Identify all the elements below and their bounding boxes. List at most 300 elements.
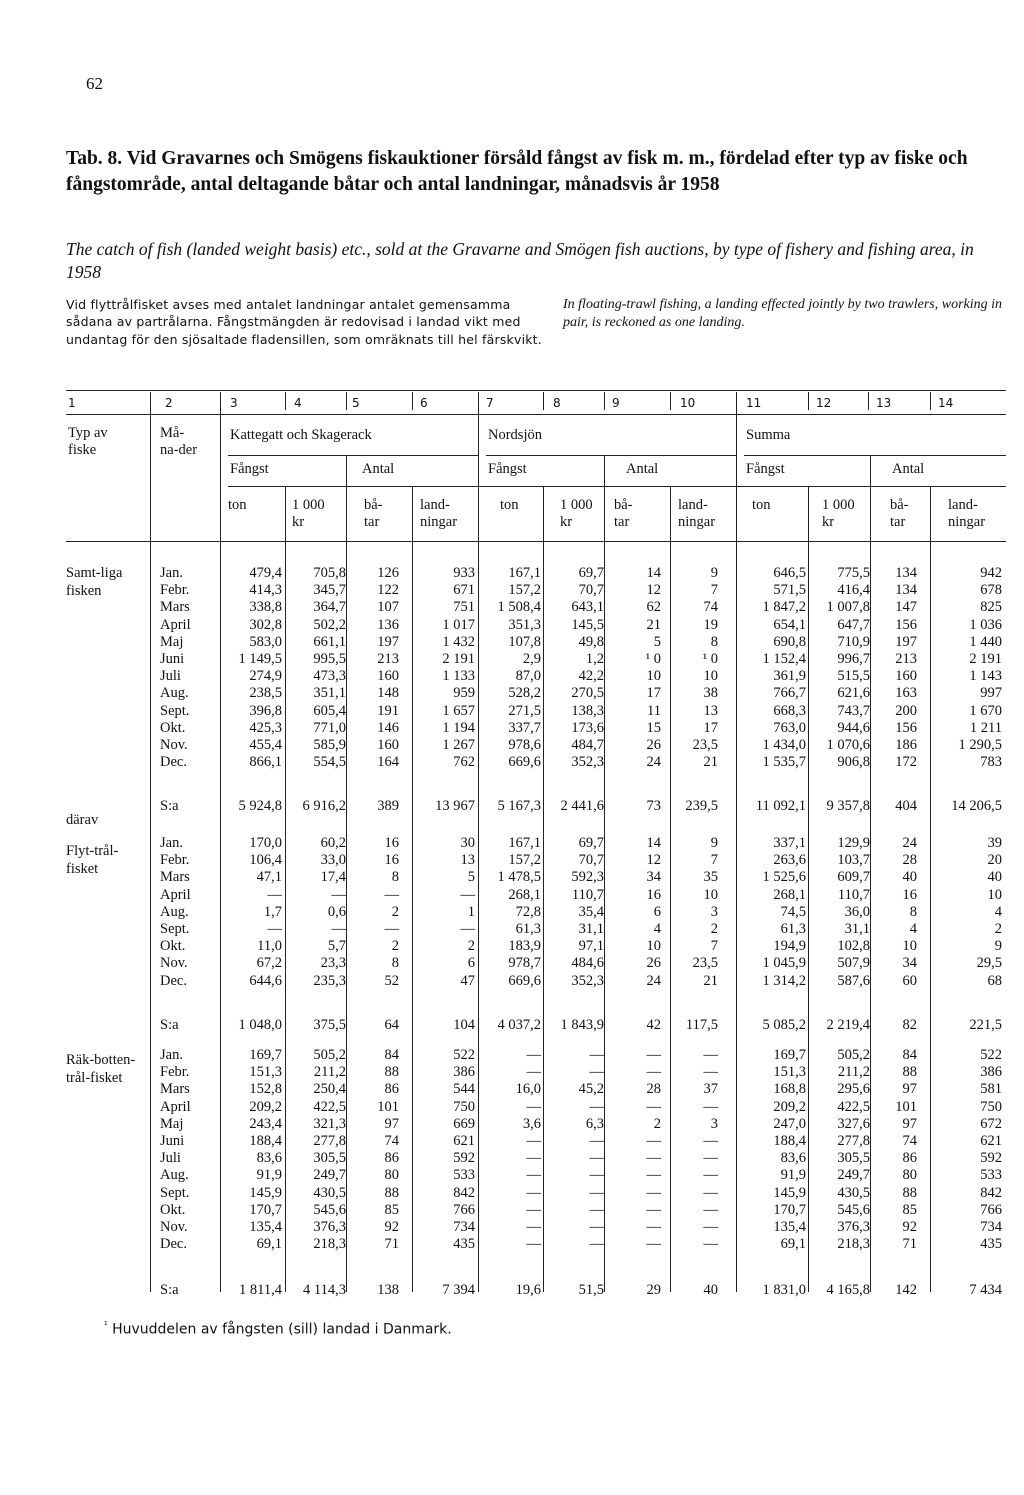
value-cell: 1 070,6 — [826, 737, 870, 753]
value-cell: 243,4 — [249, 1115, 282, 1132]
value-cell: 10 — [703, 668, 718, 685]
value-cell: 42,2 — [578, 668, 604, 685]
value-cell: 479,4 — [249, 565, 282, 581]
value-cell: 515,5 — [837, 668, 870, 685]
value-cell: 156 — [895, 616, 917, 633]
value-cell: 239,5 — [685, 798, 718, 814]
table-row — [0, 703, 1024, 720]
value-cell: 69,7 — [578, 835, 604, 851]
value-cell: — — [526, 1236, 541, 1253]
note-swedish: Vid flyttrålfisket avses med antalet landningar antalet gemensamma sådana av partrålarna. Fångstmängden är redovisad i landad vikt med undantag för den sjösaltade fladensillen, som omräknats till hel färskvikt. — [66, 297, 542, 347]
header-catch: Fångst — [230, 461, 269, 477]
value-cell: 170,7 — [773, 1201, 806, 1218]
header-boats: bå- tar — [890, 497, 909, 530]
month-cell: Okt. — [160, 719, 186, 736]
value-cell: — — [589, 1219, 604, 1235]
table-row — [0, 582, 1024, 599]
value-cell: 191 — [377, 702, 399, 719]
value-cell: — — [526, 1184, 541, 1201]
value-cell: 247,0 — [773, 1115, 806, 1132]
value-cell: 396,8 — [249, 702, 282, 719]
value-cell: 23,3 — [320, 955, 346, 972]
header-ton: ton — [752, 497, 771, 513]
value-cell: 24 — [902, 835, 917, 851]
value-cell: 1 — [467, 903, 475, 920]
value-cell: 783 — [980, 754, 1002, 771]
month-cell: Jan. — [160, 1047, 183, 1063]
value-cell: 13 — [460, 852, 475, 869]
value-cell: 138,3 — [571, 702, 604, 719]
table-row — [0, 599, 1024, 616]
value-cell: 21 — [703, 972, 718, 989]
value-cell: 31,1 — [844, 921, 870, 937]
value-cell: 277,8 — [313, 1133, 346, 1149]
value-cell: 6 916,2 — [302, 798, 346, 814]
fishery-type-label: Flyt-​trål-​fisket — [66, 843, 119, 877]
header-catch: Fångst — [488, 461, 527, 477]
table-row — [0, 852, 1024, 869]
value-cell: 146 — [377, 719, 399, 736]
value-cell: 9 — [710, 835, 718, 851]
value-cell: 145,9 — [249, 1184, 282, 1201]
value-cell: 17 — [646, 685, 661, 702]
value-cell: 151,3 — [249, 1064, 282, 1081]
value-cell: 194,9 — [773, 938, 806, 955]
value-cell: 8 — [710, 633, 718, 650]
value-cell: 24 — [646, 754, 661, 771]
table-row — [0, 955, 1024, 972]
value-cell: 933 — [453, 565, 475, 581]
value-cell: 705,8 — [313, 565, 346, 581]
table-row — [0, 1150, 1024, 1167]
value-cell: 83,6 — [256, 1150, 282, 1167]
value-cell: — — [526, 1064, 541, 1081]
value-cell: 8 — [391, 955, 399, 972]
value-cell: — — [526, 1098, 541, 1115]
value-cell: 389 — [377, 798, 399, 814]
value-cell: — — [646, 1167, 661, 1184]
table-row — [0, 617, 1024, 634]
value-cell: 85 — [902, 1201, 917, 1218]
value-cell: 84 — [902, 1047, 917, 1063]
value-cell: 151,3 — [773, 1064, 806, 1081]
month-cell: Febr. — [160, 1064, 190, 1081]
value-cell: 376,3 — [837, 1219, 870, 1235]
value-cell: 74 — [902, 1133, 917, 1149]
value-cell: 978,7 — [508, 955, 541, 972]
value-cell: 1 194 — [442, 719, 475, 736]
value-cell: 268,1 — [508, 886, 541, 903]
note-english: In floating-trawl fishing, a landing effected jointly by two trawlers, working in pair, is reckoned as one landing. — [563, 297, 1003, 330]
value-cell: — — [331, 886, 346, 903]
header-count: Antal — [892, 461, 925, 477]
value-cell: — — [646, 1236, 661, 1253]
value-cell: 585,9 — [313, 737, 346, 753]
value-cell: 422,5 — [313, 1098, 346, 1115]
value-cell: 169,7 — [773, 1047, 806, 1063]
footnote-text: Huvuddelen av fångsten (sill) landad i Danmark. — [112, 1321, 452, 1338]
value-cell: 473,3 — [313, 668, 346, 685]
value-cell: 327,6 — [837, 1115, 870, 1132]
value-cell: 172 — [895, 754, 917, 771]
value-cell: 587,6 — [837, 972, 870, 989]
value-cell: 671 — [453, 582, 475, 599]
header-boats: bå- tar — [614, 497, 633, 530]
value-cell: 135,4 — [249, 1219, 282, 1235]
value-cell: 522 — [453, 1047, 475, 1063]
month-cell: April — [160, 886, 191, 903]
value-cell: 70,7 — [578, 852, 604, 869]
vertical-rule — [543, 392, 544, 410]
value-cell: 218,3 — [313, 1236, 346, 1253]
value-cell: 4 114,3 — [303, 1282, 346, 1298]
value-cell: 26 — [646, 737, 661, 753]
value-cell: 4 — [653, 921, 661, 937]
value-cell: 129,9 — [837, 835, 870, 851]
value-cell: 70,7 — [578, 582, 604, 599]
value-cell: 1 267 — [442, 737, 475, 753]
header-area-nordsjon: Nordsjön — [488, 427, 542, 443]
value-cell: 16 — [384, 835, 399, 851]
value-cell: 218,3 — [837, 1236, 870, 1253]
value-cell: — — [526, 1201, 541, 1218]
value-cell: 9 357,8 — [826, 798, 870, 814]
value-cell: 197 — [377, 633, 399, 650]
value-cell: 1 440 — [969, 633, 1002, 650]
value-cell: 167,1 — [508, 835, 541, 851]
value-cell: 24 — [646, 972, 661, 989]
value-cell: 60,2 — [320, 835, 346, 851]
column-number: 13 — [876, 396, 892, 410]
value-cell: 145,9 — [773, 1184, 806, 1201]
column-number: 3 — [230, 396, 238, 410]
table-row — [0, 754, 1024, 771]
value-cell: 654,1 — [773, 616, 806, 633]
value-cell: 592 — [980, 1150, 1002, 1167]
value-cell: 35 — [703, 869, 718, 886]
table-subtitle-english: The catch of fish (landed weight basis) etc., sold at the Gravarne and Smögen fish auctions, by type of fishery and fishing area, in 1958 — [66, 239, 974, 282]
value-cell: 103,7 — [837, 852, 870, 869]
value-cell: 763,0 — [773, 719, 806, 736]
value-cell: 6,3 — [585, 1115, 604, 1132]
value-cell: 4 165,8 — [826, 1282, 870, 1298]
value-cell: 101 — [377, 1098, 399, 1115]
value-cell: 164 — [377, 754, 399, 771]
value-cell: 751 — [453, 599, 475, 616]
value-cell: 4 — [909, 921, 917, 937]
month-cell: Mars — [160, 599, 190, 616]
vertical-rule — [412, 392, 413, 410]
value-cell: 7 — [710, 938, 718, 955]
value-cell: 91,9 — [256, 1167, 282, 1184]
value-cell: 86 — [384, 1081, 399, 1098]
value-cell: 7 394 — [442, 1282, 475, 1298]
value-cell: 82 — [902, 1017, 917, 1033]
value-cell: 1,7 — [263, 903, 282, 920]
value-cell: 19,6 — [515, 1282, 541, 1298]
value-cell: 1 290,5 — [958, 737, 1002, 753]
value-cell: 183,9 — [508, 938, 541, 955]
value-cell: 571,5 — [773, 582, 806, 599]
value-cell: 2 — [653, 1115, 661, 1132]
value-cell: 35,4 — [578, 903, 604, 920]
value-cell: 160 — [895, 668, 917, 685]
column-number: 5 — [352, 396, 360, 410]
value-cell: 337,1 — [773, 835, 806, 851]
value-cell: 1 432 — [442, 633, 475, 650]
value-cell: 69,1 — [780, 1236, 806, 1253]
month-cell: Dec. — [160, 972, 187, 989]
value-cell: 168,8 — [773, 1081, 806, 1098]
value-cell: 414,3 — [249, 582, 282, 599]
value-cell: 88 — [902, 1184, 917, 1201]
value-cell: 305,5 — [837, 1150, 870, 1167]
value-cell: 581 — [980, 1081, 1002, 1098]
month-cell: Juli — [160, 668, 181, 685]
page-number: 62 — [86, 74, 103, 93]
value-cell: 842 — [980, 1184, 1002, 1201]
vertical-rule — [346, 392, 347, 410]
value-cell: 609,7 — [837, 869, 870, 886]
month-cell: Nov. — [160, 955, 188, 972]
value-cell: 135,4 — [773, 1219, 806, 1235]
value-cell: 83,6 — [780, 1150, 806, 1167]
value-cell: — — [589, 1236, 604, 1253]
value-cell: 250,4 — [313, 1081, 346, 1098]
value-cell: 750 — [980, 1098, 1002, 1115]
value-cell: 157,2 — [508, 582, 541, 599]
value-cell: 643,1 — [571, 599, 604, 616]
value-cell: 97 — [384, 1115, 399, 1132]
value-cell: 19 — [703, 616, 718, 633]
value-cell: 337,7 — [508, 719, 541, 736]
value-cell: 157,2 — [508, 852, 541, 869]
vertical-rule — [868, 392, 869, 410]
value-cell: 23,5 — [692, 737, 718, 753]
table-total-row — [0, 1017, 1024, 1034]
value-cell: 173,6 — [571, 719, 604, 736]
value-cell: 762 — [453, 754, 475, 771]
value-cell: 88 — [384, 1184, 399, 1201]
value-cell: 1 847,2 — [762, 599, 806, 616]
value-cell: — — [589, 1150, 604, 1167]
value-cell: 959 — [453, 685, 475, 702]
value-cell: 1 670 — [969, 702, 1002, 719]
value-cell: 268,1 — [773, 886, 806, 903]
value-cell: 375,5 — [313, 1017, 346, 1033]
month-cell: Nov. — [160, 1219, 188, 1235]
value-cell: 274,9 — [249, 668, 282, 685]
column-number: 2 — [165, 396, 173, 410]
value-cell: 15 — [646, 719, 661, 736]
month-cell: Sept. — [160, 921, 190, 937]
value-cell: 1 811,4 — [239, 1282, 282, 1298]
value-cell: 277,8 — [837, 1133, 870, 1149]
table-row — [0, 1202, 1024, 1219]
value-cell: — — [589, 1201, 604, 1218]
value-cell: 484,6 — [571, 955, 604, 972]
value-cell: 10 — [987, 886, 1002, 903]
value-cell: 302,8 — [249, 616, 282, 633]
value-cell: 52 — [384, 972, 399, 989]
value-cell: 351,3 — [508, 616, 541, 633]
value-cell: 9 — [710, 565, 718, 581]
value-cell: 92 — [902, 1219, 917, 1235]
value-cell: 97 — [902, 1115, 917, 1132]
value-cell: 134 — [895, 565, 917, 581]
value-cell: 28 — [902, 852, 917, 869]
column-number: 6 — [420, 396, 428, 410]
table-row — [0, 921, 1024, 938]
value-cell: 36,0 — [844, 903, 870, 920]
value-cell: 13 967 — [435, 798, 475, 814]
value-cell: 522 — [980, 1047, 1002, 1063]
value-cell: 404 — [895, 798, 917, 814]
value-cell: 771,0 — [313, 719, 346, 736]
value-cell: 51,5 — [578, 1282, 604, 1298]
value-cell: 134 — [895, 582, 917, 599]
value-cell: — — [589, 1184, 604, 1201]
value-cell: 5 924,8 — [238, 798, 282, 814]
month-cell: S:a — [160, 798, 179, 814]
value-cell: 295,6 — [837, 1081, 870, 1098]
value-cell: 545,6 — [837, 1201, 870, 1218]
value-cell: 86 — [902, 1150, 917, 1167]
value-cell: 209,2 — [773, 1098, 806, 1115]
month-cell: April — [160, 616, 191, 633]
value-cell: 2 — [391, 903, 399, 920]
value-cell: 91,9 — [780, 1167, 806, 1184]
value-cell: 361,9 — [773, 668, 806, 685]
table-row — [0, 651, 1024, 668]
month-cell: Juli — [160, 1150, 181, 1167]
value-cell: 86 — [384, 1150, 399, 1167]
value-cell: 1 508,4 — [497, 599, 541, 616]
value-cell: 644,6 — [249, 972, 282, 989]
value-cell: 74 — [703, 599, 718, 616]
value-cell: — — [460, 886, 475, 903]
vertical-rule — [670, 392, 671, 410]
value-cell: — — [331, 921, 346, 937]
value-cell: 97 — [902, 1081, 917, 1098]
value-cell: ¹ 0 — [645, 651, 661, 667]
value-cell: 5 — [467, 869, 475, 886]
value-cell: 775,5 — [837, 565, 870, 581]
month-cell: Juni — [160, 651, 185, 667]
value-cell: 621 — [980, 1133, 1002, 1149]
value-cell: 364,7 — [313, 599, 346, 616]
vertical-rule — [604, 392, 605, 410]
header-bottom-rule — [66, 541, 1006, 542]
value-cell: 213 — [895, 651, 917, 667]
value-cell: — — [646, 1098, 661, 1115]
value-cell: 148 — [377, 685, 399, 702]
value-cell: 67,2 — [256, 955, 282, 972]
value-cell: 2 — [391, 938, 399, 955]
value-cell: 734 — [453, 1219, 475, 1235]
value-cell: 3 — [710, 1115, 718, 1132]
value-cell: 386 — [980, 1064, 1002, 1081]
value-cell: 7 — [710, 852, 718, 869]
footnote-mark: ¹ — [104, 1321, 108, 1331]
value-cell: 1 007,8 — [826, 599, 870, 616]
value-cell: 28 — [646, 1081, 661, 1098]
value-cell: 16 — [646, 886, 661, 903]
value-cell: — — [589, 1167, 604, 1184]
header-rule-area2 — [486, 455, 736, 456]
value-cell: — — [703, 1219, 718, 1235]
value-cell: 29,5 — [976, 955, 1002, 972]
value-cell: 16 — [902, 886, 917, 903]
value-cell: 34 — [646, 869, 661, 886]
value-cell: 88 — [902, 1064, 917, 1081]
value-cell: 71 — [384, 1236, 399, 1253]
value-cell: — — [703, 1184, 718, 1201]
sub-section-label: därav — [66, 812, 99, 828]
value-cell: 1,2 — [585, 651, 604, 667]
value-cell: 8 — [909, 903, 917, 920]
value-cell: 592 — [453, 1150, 475, 1167]
month-cell: Sept. — [160, 702, 190, 719]
table-row — [0, 1081, 1024, 1098]
value-cell: 271,5 — [508, 702, 541, 719]
value-cell: 11 092,1 — [755, 798, 806, 814]
value-cell: 69,1 — [256, 1236, 282, 1253]
value-cell: 1 314,2 — [762, 972, 806, 989]
value-cell: 85 — [384, 1201, 399, 1218]
value-cell: 61,3 — [780, 921, 806, 937]
value-cell: 321,3 — [313, 1115, 346, 1132]
value-cell: 221,5 — [969, 1017, 1002, 1033]
value-cell: 505,2 — [837, 1047, 870, 1063]
value-cell: 80 — [384, 1167, 399, 1184]
value-cell: 47 — [460, 972, 475, 989]
month-cell: Aug. — [160, 685, 189, 702]
value-cell: 62 — [646, 599, 661, 616]
value-cell: 661,1 — [313, 633, 346, 650]
value-cell: 842 — [453, 1184, 475, 1201]
column-number: 4 — [294, 396, 302, 410]
value-cell: — — [646, 1219, 661, 1235]
month-cell: Maj — [160, 1115, 184, 1132]
value-cell: 49,8 — [578, 633, 604, 650]
value-cell: — — [646, 1064, 661, 1081]
value-cell: 690,8 — [773, 633, 806, 650]
value-cell: 40 — [703, 1282, 718, 1298]
value-cell: 5,7 — [327, 938, 346, 955]
column-number: 10 — [680, 396, 696, 410]
header-type: Typ av fiske — [68, 425, 108, 458]
value-cell: 45,2 — [578, 1081, 604, 1098]
value-cell: 1 017 — [442, 616, 475, 633]
header-kkr: 1 000 kr — [560, 497, 593, 530]
value-cell: 3,6 — [522, 1115, 541, 1132]
value-cell: 110,7 — [571, 886, 604, 903]
value-cell: 6 — [467, 955, 475, 972]
value-cell: 37 — [703, 1081, 718, 1098]
value-cell: 107 — [377, 599, 399, 616]
table-row — [0, 1099, 1024, 1116]
table-top-rule — [66, 390, 1006, 391]
column-number: 8 — [553, 396, 561, 410]
value-cell: 2 — [994, 921, 1002, 937]
fishery-type-label: Samt-​liga fisken — [66, 565, 123, 599]
month-cell: Sept. — [160, 1184, 190, 1201]
value-cell: 104 — [453, 1017, 475, 1033]
value-cell: 147 — [895, 599, 917, 616]
value-cell: 422,5 — [837, 1098, 870, 1115]
vertical-rule — [930, 392, 931, 410]
